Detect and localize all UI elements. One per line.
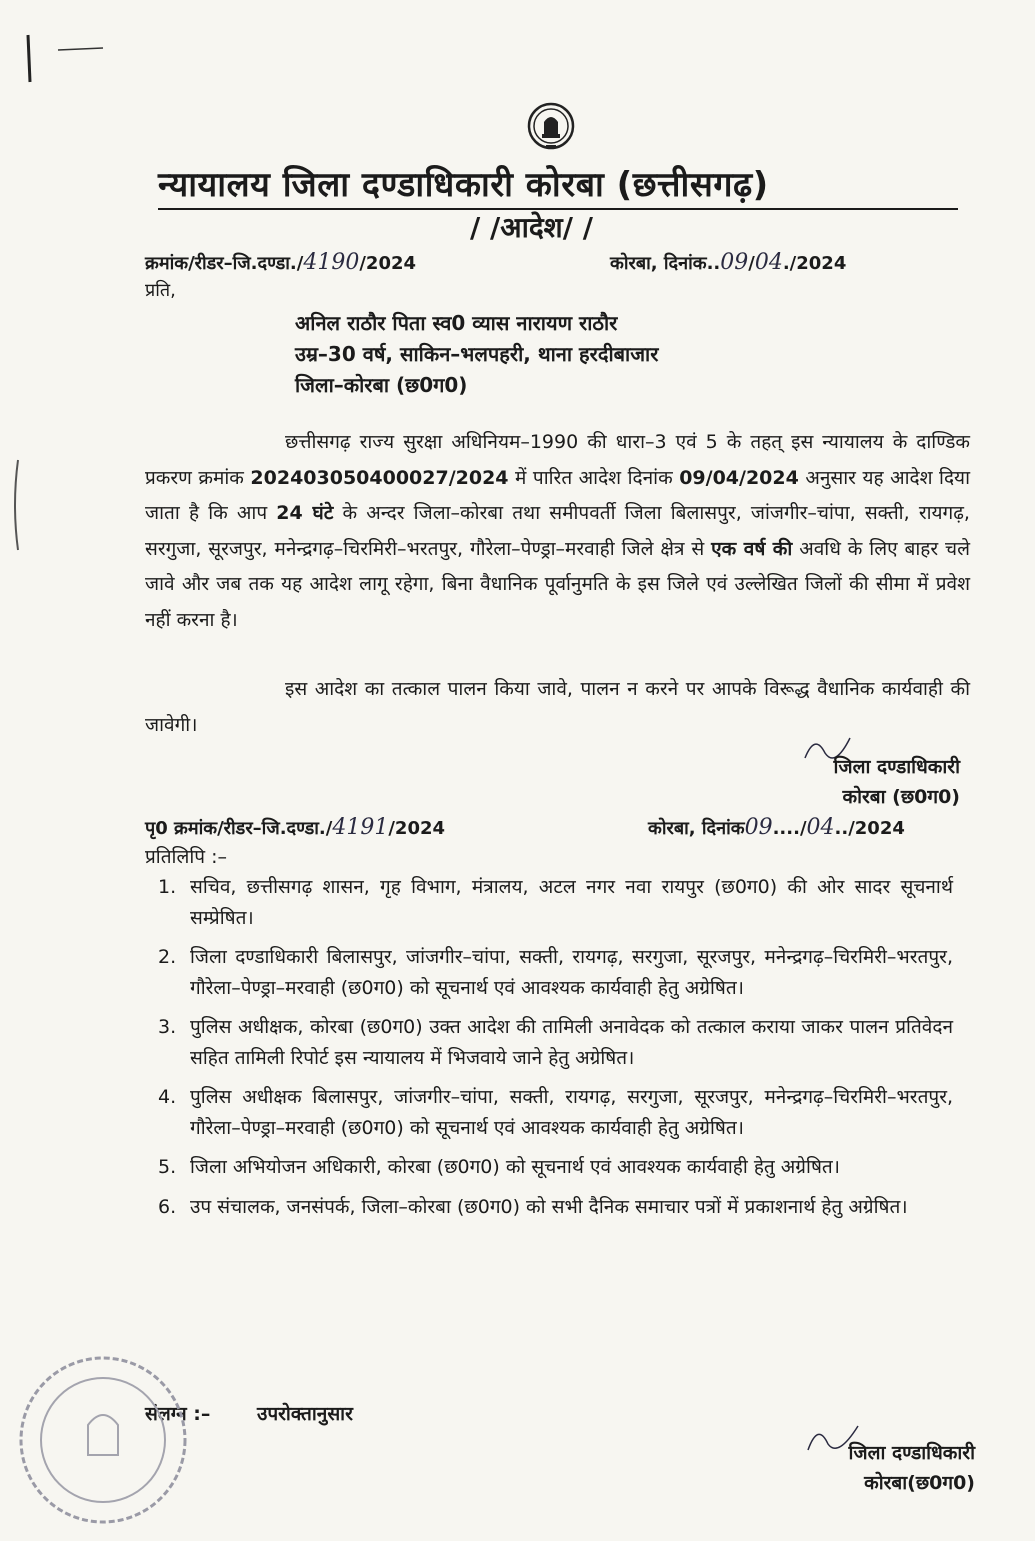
- endorsement-ref-prefix: पृ0 क्रमांक/रीडर–जि.दण्डा./: [145, 818, 333, 839]
- endorsement-ref: [145, 815, 445, 840]
- list-item-number: 1.: [158, 876, 177, 898]
- list-item-number: 5.: [158, 1156, 177, 1178]
- addressee-block: [295, 308, 658, 401]
- court-title: न्यायालय जिला दण्डाधिकारी कोरबा (छत्तीसगढ़): [158, 160, 958, 210]
- addressee-line-2: उम्र–30 वर्ष, साकिन–भलपहरी, थाना हरदीबाजार: [295, 342, 659, 366]
- p1-text-b: में पारित आदेश दिनांक: [508, 466, 680, 489]
- government-emblem-icon: [526, 100, 576, 158]
- list-item-text: जिला दण्डाधिकारी बिलासपुर, जांजगीर–चांपा, सक्ती, रायगढ़, सरगुजा, सूरजपुर, मनेन्द्रगढ़–चिरमिरी–भरतपुर, गौरेला–पेण्ड्रा–मरवाही (छ0ग0) को सूचनार्थ एवं आवश्यक कार्यवाही हेतु अग्रेषित।: [190, 946, 953, 999]
- signature-2-designation: जिला दण्डाधिकारी: [848, 1442, 975, 1464]
- addressee-line-3: जिला–कोरबा (छ0ग0): [295, 373, 468, 397]
- order-date-label: कोरबा, दिनांक..: [610, 253, 721, 274]
- endorsement-date-month: 04: [806, 815, 835, 840]
- list-item: [158, 1192, 953, 1223]
- office-seal-stamp-icon: [8, 1345, 198, 1535]
- endorsement-ref-year: /2024: [388, 818, 446, 839]
- endorsement-date: [648, 815, 905, 840]
- p1-text-e: अवधि के लिए बाहर चले जावे और जब तक यह आदेश लागू रहेगा, बिना वैधानिक पूर्वानुमति के इस जिले एवं उल्लेखित जिलों की सीमा में प्रवेश नहीं करना है।: [145, 537, 970, 631]
- list-item: [158, 1012, 953, 1073]
- to-label: प्रति,: [145, 280, 176, 301]
- order-date-sep: /: [748, 253, 755, 274]
- list-item: [158, 1152, 953, 1183]
- copy-list: [158, 872, 953, 1231]
- signature-2-place: कोरबा(छ0ग0): [864, 1472, 975, 1494]
- enclosure-value: उपरोक्तानुसार: [256, 1403, 353, 1425]
- signature-1-place: कोरबा (छ0ग0): [842, 786, 960, 808]
- list-item-text: सचिव, छत्तीसगढ़ शासन, गृह विभाग, मंत्रालय, अटल नगर नवा रायपुर (छ0ग0) की ओर सादर सूचनार्थ सम्प्रेषित।: [190, 876, 953, 929]
- list-item-text: जिला अभियोजन अधिकारी, कोरबा (छ0ग0) को सूचनार्थ एवं आवश्यक कार्यवाही हेतु अग्रेषित।: [190, 1156, 840, 1178]
- punch-mark-icon: [8, 455, 28, 555]
- order-paragraph-1: [145, 425, 970, 638]
- p1-text-a: छत्तीसगढ़ राज्य सुरक्षा अधिनियम–1990 की धारा–3 एवं 5 के तहत् इस न्यायालय के दाण्डिक प्रकरण क्रमांक: [145, 431, 970, 489]
- list-item-number: 3.: [158, 1016, 177, 1038]
- order-paragraph-2: इस आदेश का तत्काल पालन किया जावे, पालन न करने पर आपके विरूद्ध वैधानिक कार्यवाही की जावेगी।: [145, 678, 970, 736]
- list-item: [158, 872, 953, 933]
- margin-mark-icon: [18, 30, 108, 90]
- order-date-day: 09: [720, 250, 749, 275]
- order-heading: / /आदेश/ /: [470, 211, 593, 244]
- period-value: एक वर्ष की: [711, 537, 793, 560]
- order-date-value: 09/04/2024: [679, 466, 799, 489]
- order-date-year: ./2024: [782, 253, 847, 274]
- list-item-text: पुलिस अधीक्षक बिलासपुर, जांजगीर–चांपा, सक्ती, रायगढ़, सरगुजा, सूरजपुर, मनेन्द्रगढ़–चिरमिरी–भरतपुर, गौरेला–पेण्ड्रा–मरवाही (छ0ग0) को सूचनार्थ एवं आवश्यक कार्यवाही हेतु अग्रेषित।: [190, 1086, 953, 1139]
- endorsement-date-sep: ..../: [772, 818, 807, 839]
- signature-1-designation: जिला दण्डाधिकारी: [833, 756, 960, 778]
- order-ref-prefix: क्रमांक/रीडर–जि.दण्डा./: [145, 253, 304, 274]
- endorsement-date-year: ../2024: [834, 818, 905, 839]
- endorsement-date-day: 09: [744, 815, 773, 840]
- p1-text-d: के अन्दर जिला–कोरबा तथा समीपवर्ती जिला बिलासपुर, जांजगीर–चांपा, सक्ती, रायगढ़, सरगुजा, सूरजपुर, मनेन्द्रगढ़–चिरमिरी–भरतपुर, गौरेला–पेण्ड्रा–मरवाही जिले क्षेत्र से: [145, 502, 970, 560]
- signature-block-2: [730, 1438, 975, 1498]
- list-item: [158, 942, 953, 1003]
- list-item-number: 4.: [158, 1086, 177, 1108]
- list-item-text: पुलिस अधीक्षक, कोरबा (छ0ग0) उक्त आदेश की तामिली अनावेदक को तत्काल कराया जाकर पालन प्रतिवेदन सहित तामिली रिपोर्ट इस न्यायालय में भिजवाये जाने हेतु अग्रेषित।: [190, 1016, 953, 1069]
- list-item-number: 2.: [158, 946, 177, 968]
- list-item-number: 6.: [158, 1195, 177, 1218]
- endorsement-ref-number: 4191: [332, 815, 389, 840]
- order-ref: [145, 250, 416, 275]
- addressee-line-1: अनिल राठौर पिता स्व0 व्यास नारायण राठौर: [295, 311, 618, 335]
- case-number: 202403050400027/2024: [250, 466, 509, 489]
- endorsement-date-label: कोरबा, दिनांक: [648, 818, 745, 839]
- order-date: [610, 250, 846, 275]
- copy-label: प्रतिलिपि :–: [145, 846, 228, 868]
- list-item: [158, 1082, 953, 1143]
- order-date-month: 04: [754, 250, 783, 275]
- p1-text-c: अनुसार यह आदेश दिया जाता है कि आप: [145, 466, 970, 524]
- enclosure-label: संलग्न :–: [145, 1403, 211, 1425]
- hours-value: 24 घंटे: [276, 502, 334, 524]
- order-ref-number: 4190: [303, 250, 360, 275]
- list-item-text: उप संचालक, जनसंपर्क, जिला–कोरबा (छ0ग0) को सभी दैनिक समाचार पत्रों में प्रकाशनार्थ हेतु अग्रेषित।: [190, 1195, 908, 1218]
- order-ref-year: /2024: [359, 253, 417, 274]
- signature-block-1: [730, 752, 960, 812]
